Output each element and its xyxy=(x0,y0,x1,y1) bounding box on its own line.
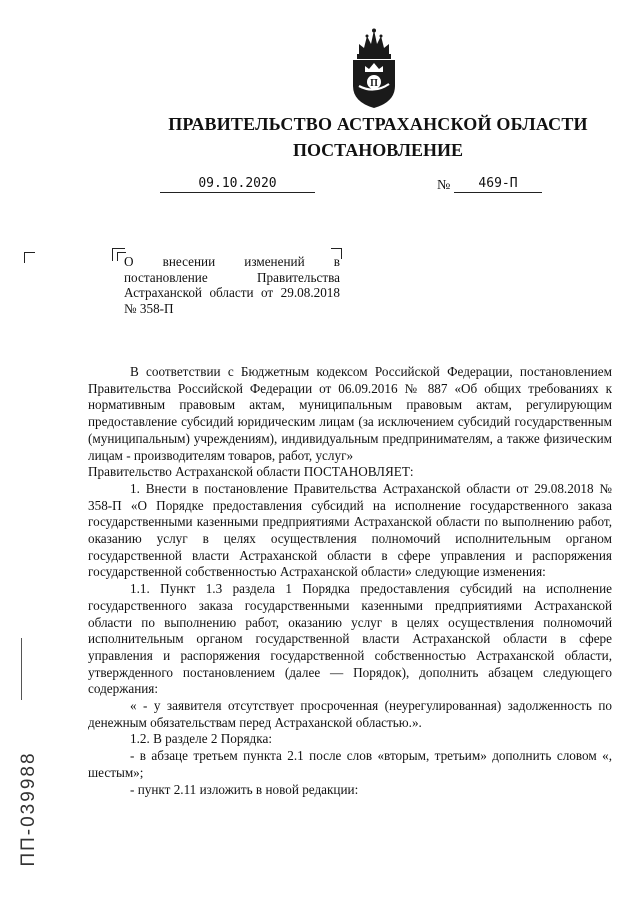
astrakhan-coat-of-arms-icon xyxy=(345,28,403,110)
document-type: ПОСТАНОВЛЕНИЕ xyxy=(292,140,464,160)
margin-line xyxy=(21,638,22,700)
serial-number-stamp xyxy=(8,742,50,876)
clause-1-1-paragraph: 1.1. Пункт 1.3 раздела 1 Порядка предоставления субсидий на исполнение государственного заказа государственными казенными предприятиями Астраханской области по выполнению работ, оказанию услуг в целях осуществления полномочий исполнительным органом государственной власти Астраханской области в сфере управления и распоряжения государственной собственностью Астраханской области, утвержденного постановлением (далее — Порядок), дополнить абзацем следующего содержания: xyxy=(88,581,612,697)
added-paragraph-quote: « - у заявителя отсутствует просроченная (неурегулированная) задолженность по денежным обязательствам перед Астраханской областью.». xyxy=(88,698,612,730)
document-body xyxy=(88,364,612,798)
document-date: 09.10.2020 xyxy=(160,176,315,193)
preamble-paragraph: В соответствии с Бюджетным кодексом Российской Федерации, постановлением Правительства Российской Федерации от 06.09.2016 № 887 «Об общих требованиях к нормативным правовым актам, муниципальным правовым актам, регулирующим предоставление субсидий юридическим лицам (за исключением субсидий государственным (муниципальным) учреждениям), индивидуальным предпринимателям, а также физическим лицам - производителям товаров, работ, услуг» xyxy=(88,364,612,463)
number-label: № xyxy=(437,178,451,193)
clause-2-11-amendment: - пункт 2.11 изложить в новой редакции: xyxy=(130,781,359,797)
clause-1-paragraph: 1. Внести в постановление Правительства Астраханской области от 29.08.2018 № 358-П «О Порядке предоставления субсидий на исполнение государственного заказа государственными казенными предприятиями Астраханской области по выполнению работ, оказанию услуг в целях осуществления полномочий исполнительным органом государственной власти Астраханской области в сфере управления и распоряжения государственной собственностью Астраханской области» следующие изменения: xyxy=(88,480,612,580)
serial-number-text: ПП-039988 xyxy=(18,751,39,867)
resolution-statement: Правительство Астраханской области ПОСТАНОВЛЯЕТ: xyxy=(88,464,414,480)
margin-corner-mark xyxy=(24,252,35,263)
document-number: 469-П xyxy=(454,176,542,193)
clause-1-2-paragraph: 1.2. В разделе 2 Порядка: xyxy=(130,731,272,747)
clause-2-1-amendment: - в абзаце третьем пункта 2.1 после слов «вторым, третьим» дополнить словом «, шестым»; xyxy=(88,748,612,780)
document-subject: О внесении изменений в постановление Правительства Астраханской области от 29.08.2018 № 358-П xyxy=(124,254,340,316)
government-title: ПРАВИТЕЛЬСТВО АСТРАХАНСКОЙ ОБЛАСТИ xyxy=(168,114,588,134)
svg-text:П: П xyxy=(370,78,378,89)
